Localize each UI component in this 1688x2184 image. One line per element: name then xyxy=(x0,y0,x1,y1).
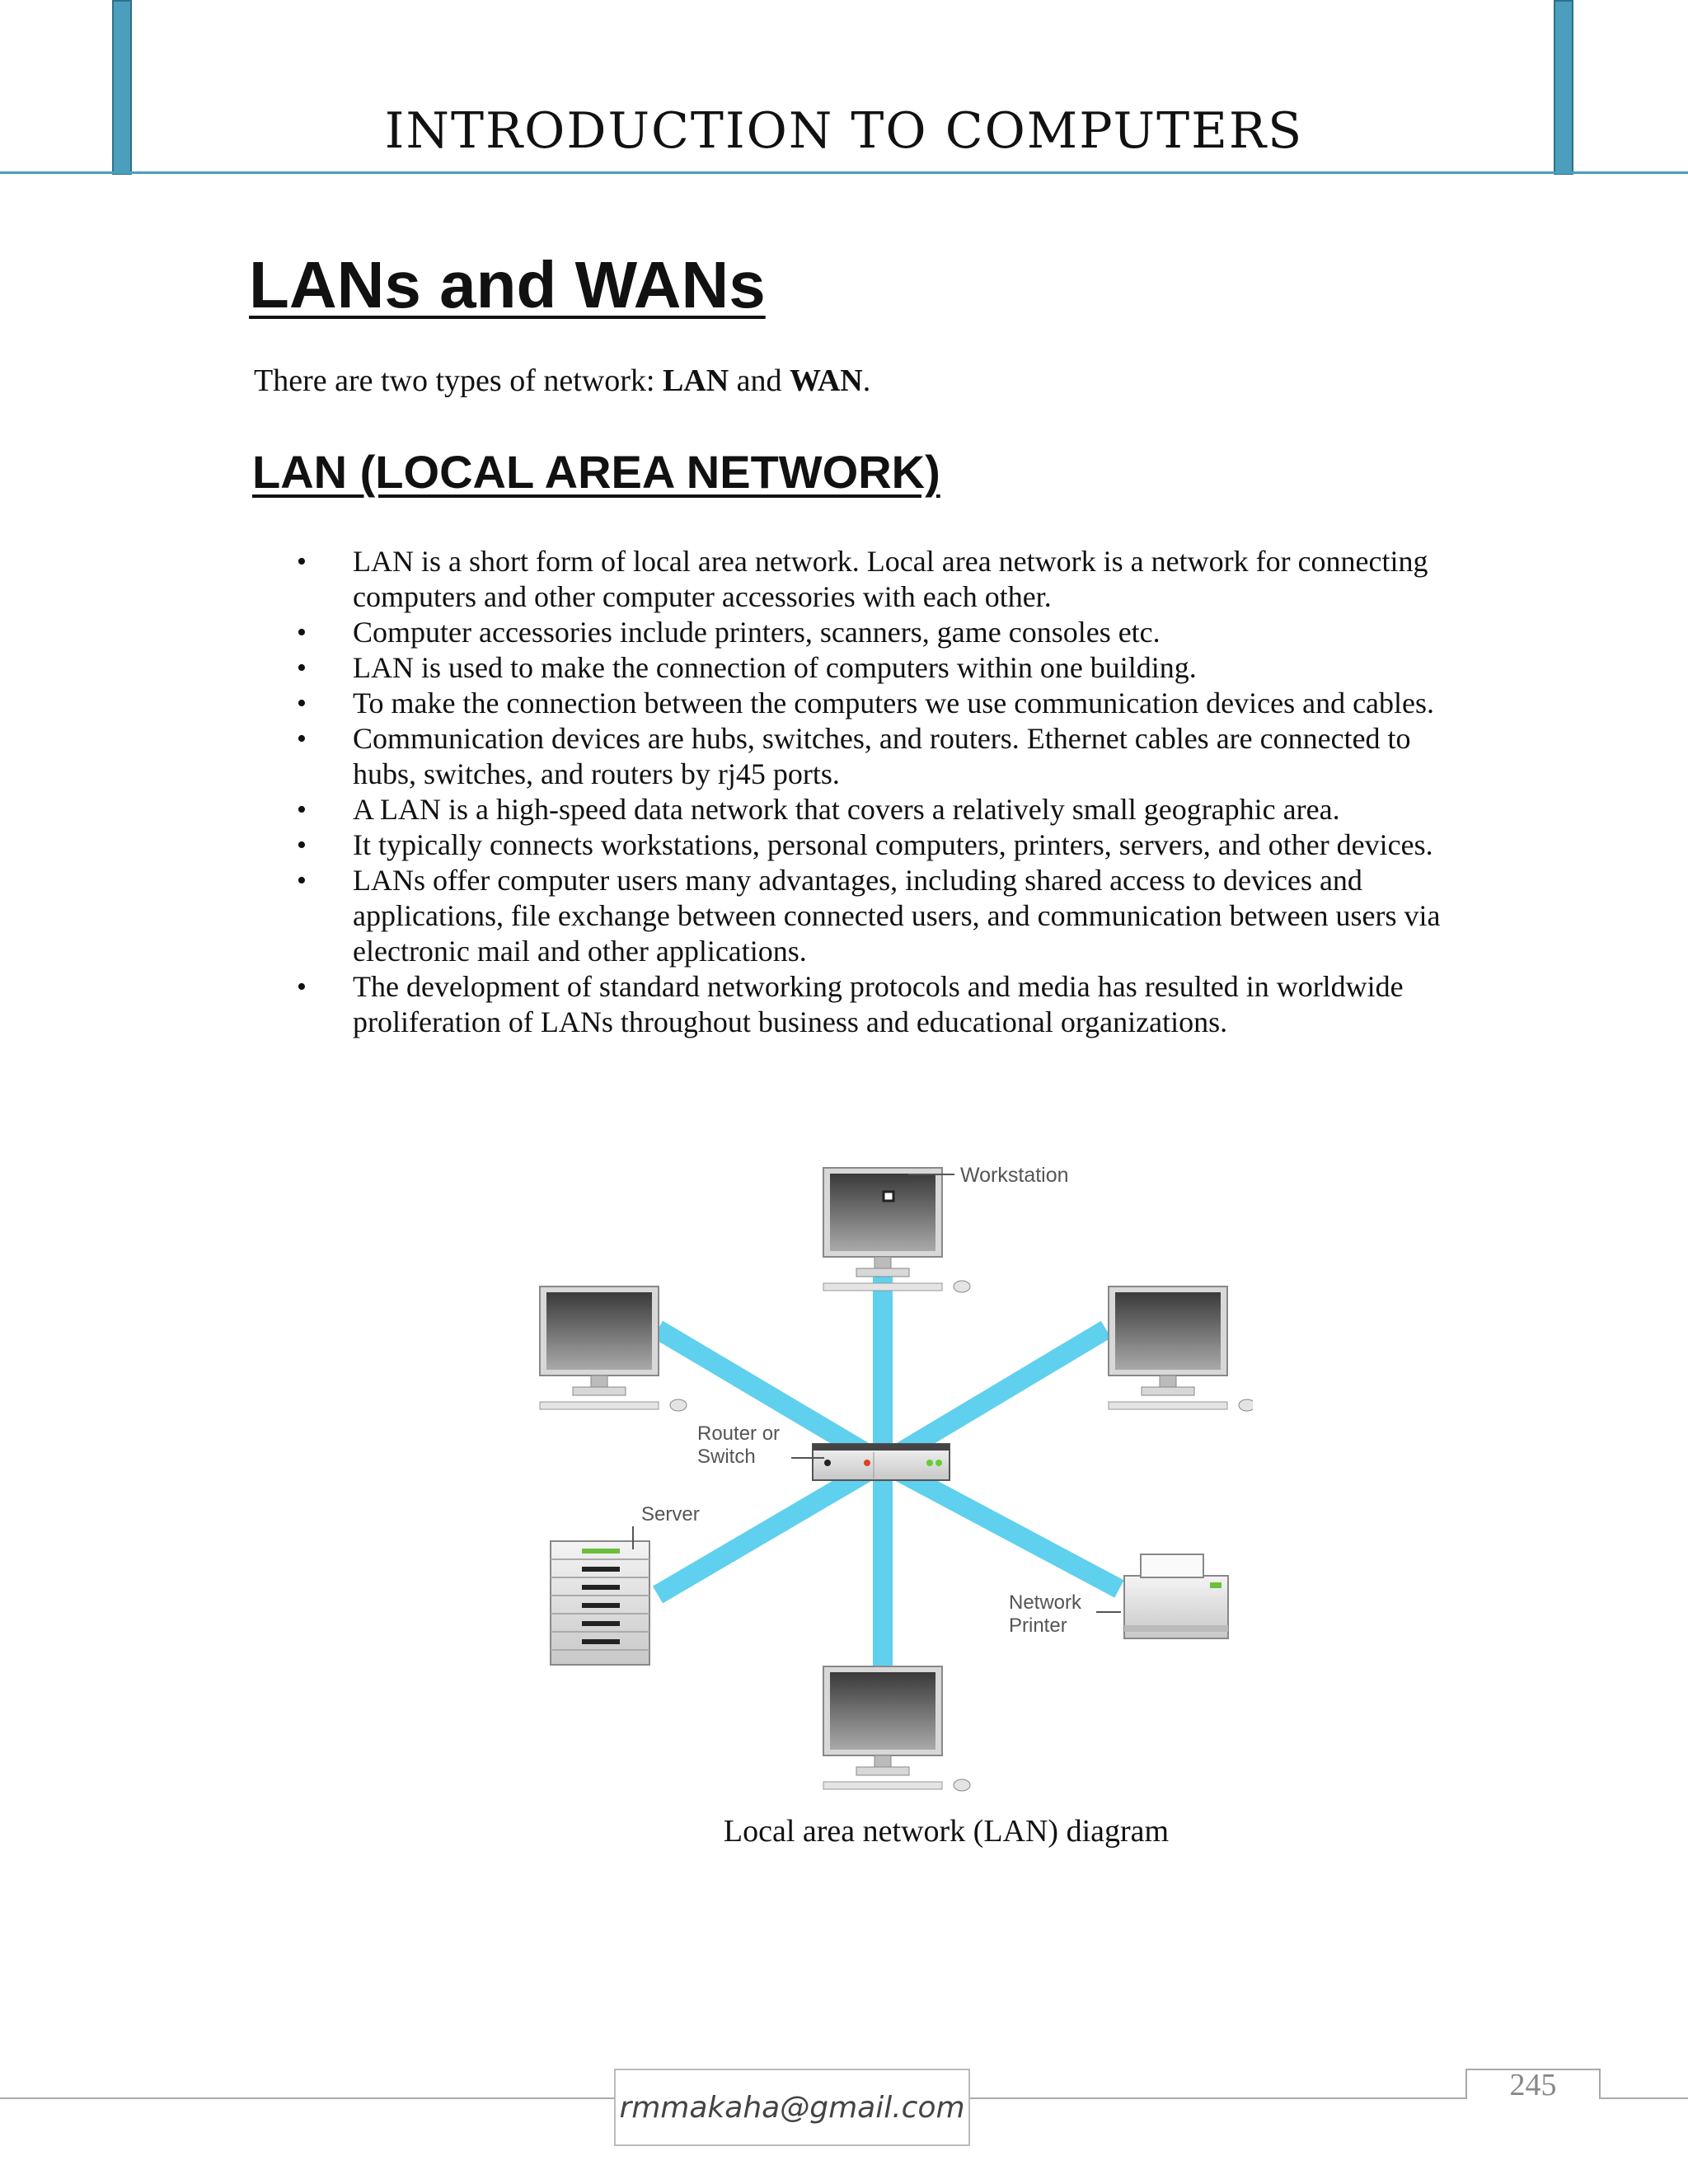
list-item: • To make the connection between the computers we use communication devices and cables. xyxy=(297,686,1451,721)
list-item: • LANs offer computer users many advantages, including shared access to devices and applications, file exchange between connected users, and communication between users via electronic mail and other applications. xyxy=(297,863,1451,969)
intro-mid: and xyxy=(729,363,790,398)
router-label-line2: Switch xyxy=(697,1446,756,1468)
server xyxy=(551,1541,649,1665)
footer-email-text: rmmakaha@gmail.com xyxy=(619,2090,965,2125)
workstation-marker xyxy=(884,1192,893,1201)
router-label-line1: Router or xyxy=(697,1422,781,1445)
list-item: • The development of standard networking protocols and media has resulted in worldwide proliferation of LANs throughout business and educational organizations. xyxy=(297,969,1451,1040)
list-item: • A LAN is a high-speed data network that covers a relatively small geographic area. xyxy=(297,792,1451,827)
header-rule xyxy=(0,171,1688,174)
printer-label-line1: Network xyxy=(1009,1591,1082,1614)
list-item: • LAN is a short form of local area network. Local area network is a network for connecting computers and other computer accessories with each other. xyxy=(297,544,1451,615)
diagram-caption: Local area network (LAN) diagram xyxy=(723,1814,1170,1849)
cable-printer xyxy=(883,1463,1119,1589)
network-printer xyxy=(1124,1554,1228,1638)
page-number: 245 xyxy=(1465,2069,1601,2099)
right-computer xyxy=(1109,1286,1253,1411)
printer-label-line2: Printer xyxy=(1009,1615,1067,1637)
cable-right-pc xyxy=(883,1329,1106,1463)
running-title: INTRODUCTION TO COMPUTERS xyxy=(384,102,1304,160)
list-item: • Communication devices are hubs, switches, and routers. Ethernet cables are connected to hubs, switches, and routers by rj45 ports. xyxy=(297,721,1451,792)
server-label: Server xyxy=(641,1503,700,1526)
lan-diagram xyxy=(511,1137,1253,1797)
left-computer xyxy=(540,1286,687,1411)
intro-suffix: . xyxy=(862,363,871,398)
list-item: • Computer accessories include printers, scanners, game consoles etc. xyxy=(297,615,1451,650)
list-item: • LAN is used to make the connection of computers within one building. xyxy=(297,650,1451,686)
intro-prefix: There are two types of network: xyxy=(254,363,663,398)
workstation-label: Workstation xyxy=(960,1164,1069,1187)
section-heading: LAN (LOCAL AREA NETWORK) xyxy=(252,446,940,498)
footer-email xyxy=(614,2069,970,2146)
page-title: LANs and WANs xyxy=(249,248,766,321)
router-switch xyxy=(813,1444,950,1480)
list-item: • It typically connects workstations, personal computers, printers, servers, and other devices. xyxy=(297,827,1451,863)
workstation-computer xyxy=(823,1168,970,1292)
bottom-computer xyxy=(823,1666,970,1791)
intro-wan: WAN xyxy=(790,363,863,398)
intro-lan: LAN xyxy=(662,363,729,398)
intro-paragraph xyxy=(254,363,870,399)
bullet-list xyxy=(297,544,1451,1040)
cable-server xyxy=(658,1463,883,1595)
